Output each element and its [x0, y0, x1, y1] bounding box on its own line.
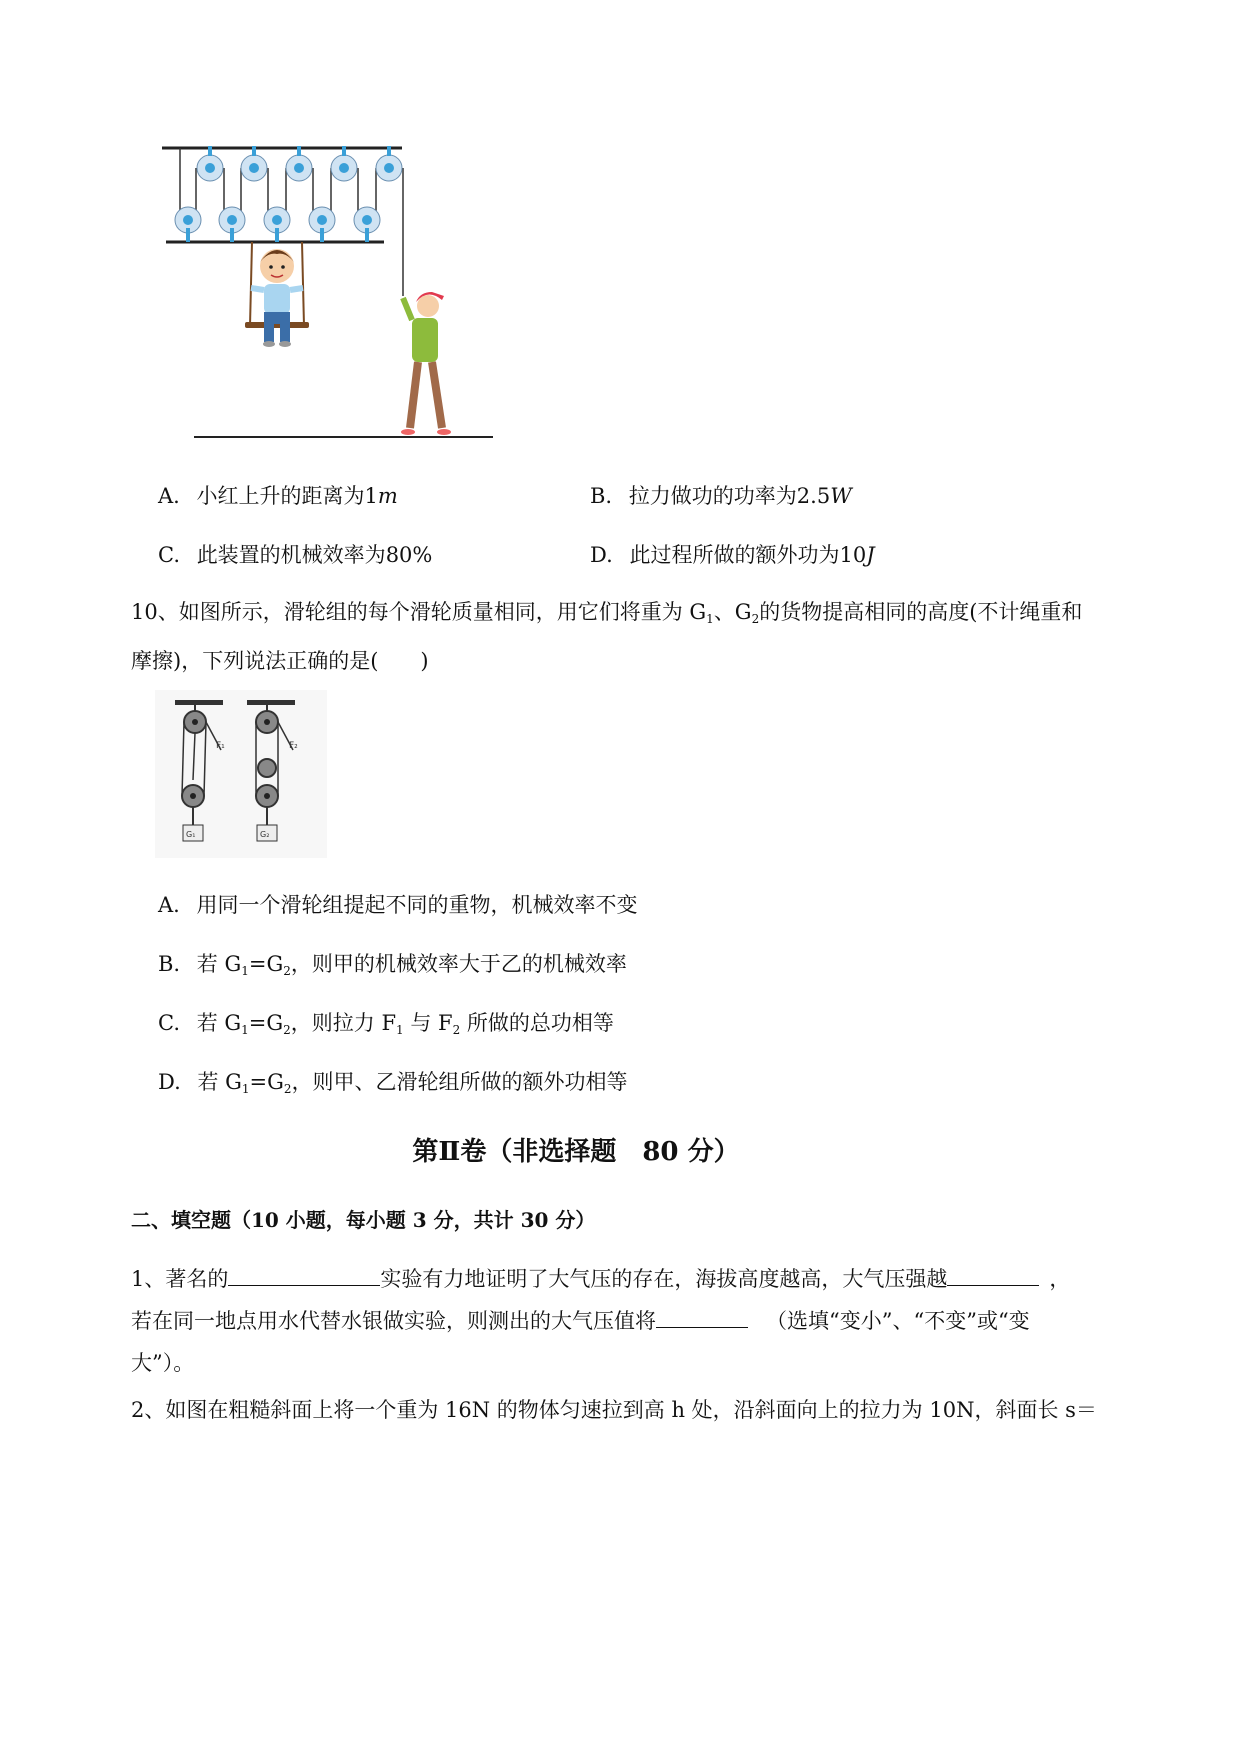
- answer-blank-3[interactable]: [656, 1303, 748, 1328]
- q9-option-d[interactable]: [590, 539, 875, 569]
- option-text: 用同一个滑轮组提起不同的重物，机械效率不变: [196, 893, 638, 917]
- answer-blank-2[interactable]: [947, 1261, 1039, 1286]
- q9-option-a[interactable]: [158, 480, 398, 510]
- option-label: B.: [158, 952, 181, 976]
- label-f1: F₁: [216, 741, 225, 751]
- option-label: D.: [590, 543, 613, 567]
- option-text: 小红上升的距离为: [196, 484, 365, 508]
- q10-stem: [131, 591, 1091, 682]
- top-pulleys: [197, 146, 402, 181]
- q10-option-a[interactable]: [158, 889, 638, 919]
- puller-boy: [401, 288, 451, 435]
- option-unit: J: [866, 543, 875, 567]
- option-label: A.: [158, 484, 180, 508]
- option-value: 2.5: [796, 484, 831, 508]
- label-g2: G₂: [260, 830, 270, 839]
- option-value: 80%: [385, 543, 433, 567]
- q10-option-c[interactable]: C. 若 $G_1=G_2$，则拉力 $F_1$ 与 $F_2$ 所做的总功相等: [158, 1011, 614, 1037]
- option-unit: m: [377, 484, 398, 508]
- q10-option-b[interactable]: B. 若 $G_1=G_2$，则甲的机械效率大于乙的机械效率: [158, 952, 627, 978]
- section-subtitle: 二、填空题（10 小题，每小题 3 分，共计 30 分）: [131, 1208, 596, 1232]
- pulley-swing-figure: [150, 138, 510, 448]
- label-f2: F₂: [289, 741, 298, 751]
- fill-question-2: 2、如图在粗糙斜面上将一个重为 16N 的物体匀速拉到高 h 处，沿斜面向上的拉力为 10N，斜面长 s＝: [131, 1398, 1097, 1422]
- q9-option-b[interactable]: [590, 480, 852, 510]
- option-unit: W: [830, 484, 852, 508]
- option-value: 1: [364, 484, 378, 508]
- option-value: 10: [839, 543, 867, 567]
- option-label: A.: [158, 893, 180, 917]
- option-label: C.: [158, 1011, 180, 1035]
- answer-blank-1[interactable]: [228, 1261, 380, 1286]
- q10-option-d[interactable]: D. 若 $G_1=G_2$，则甲、乙滑轮组所做的额外功相等: [158, 1070, 628, 1096]
- option-label: C.: [158, 543, 180, 567]
- option-text: 此装置的机械效率为: [196, 543, 386, 567]
- bottom-pulleys: [175, 207, 380, 242]
- option-label: D.: [158, 1070, 181, 1094]
- option-label: B.: [590, 484, 613, 508]
- boy-on-swing: [251, 249, 303, 347]
- option-text: 此过程所做的额外功为: [629, 543, 840, 567]
- fill-question-1: 1、著名的 实验有力地证明了大气压的存在，海拔高度越高，大气压强越 ， 若在同一地点用水代替水银做实验，则测出的大气压值将 （选填“变小”、“不变”或“变 大”）。: [131, 1258, 1091, 1384]
- q10-stem-line2: 摩擦)，下列说法正确的是( ): [131, 649, 429, 673]
- label-g1: G₁: [186, 830, 196, 839]
- section-title: 第Ⅱ卷（非选择题 80 分）: [412, 1137, 740, 1167]
- q9-option-c[interactable]: [158, 539, 432, 569]
- q10-stem-line1: 10、如图所示，滑轮组的每个滑轮质量相同，用它们将重为 $G_1$、$G_2$的货物提高相同的高度(不计绳重和: [131, 600, 1083, 626]
- option-text: 拉力做功的功率为: [628, 484, 797, 508]
- pulley-groups-figure: [155, 690, 327, 858]
